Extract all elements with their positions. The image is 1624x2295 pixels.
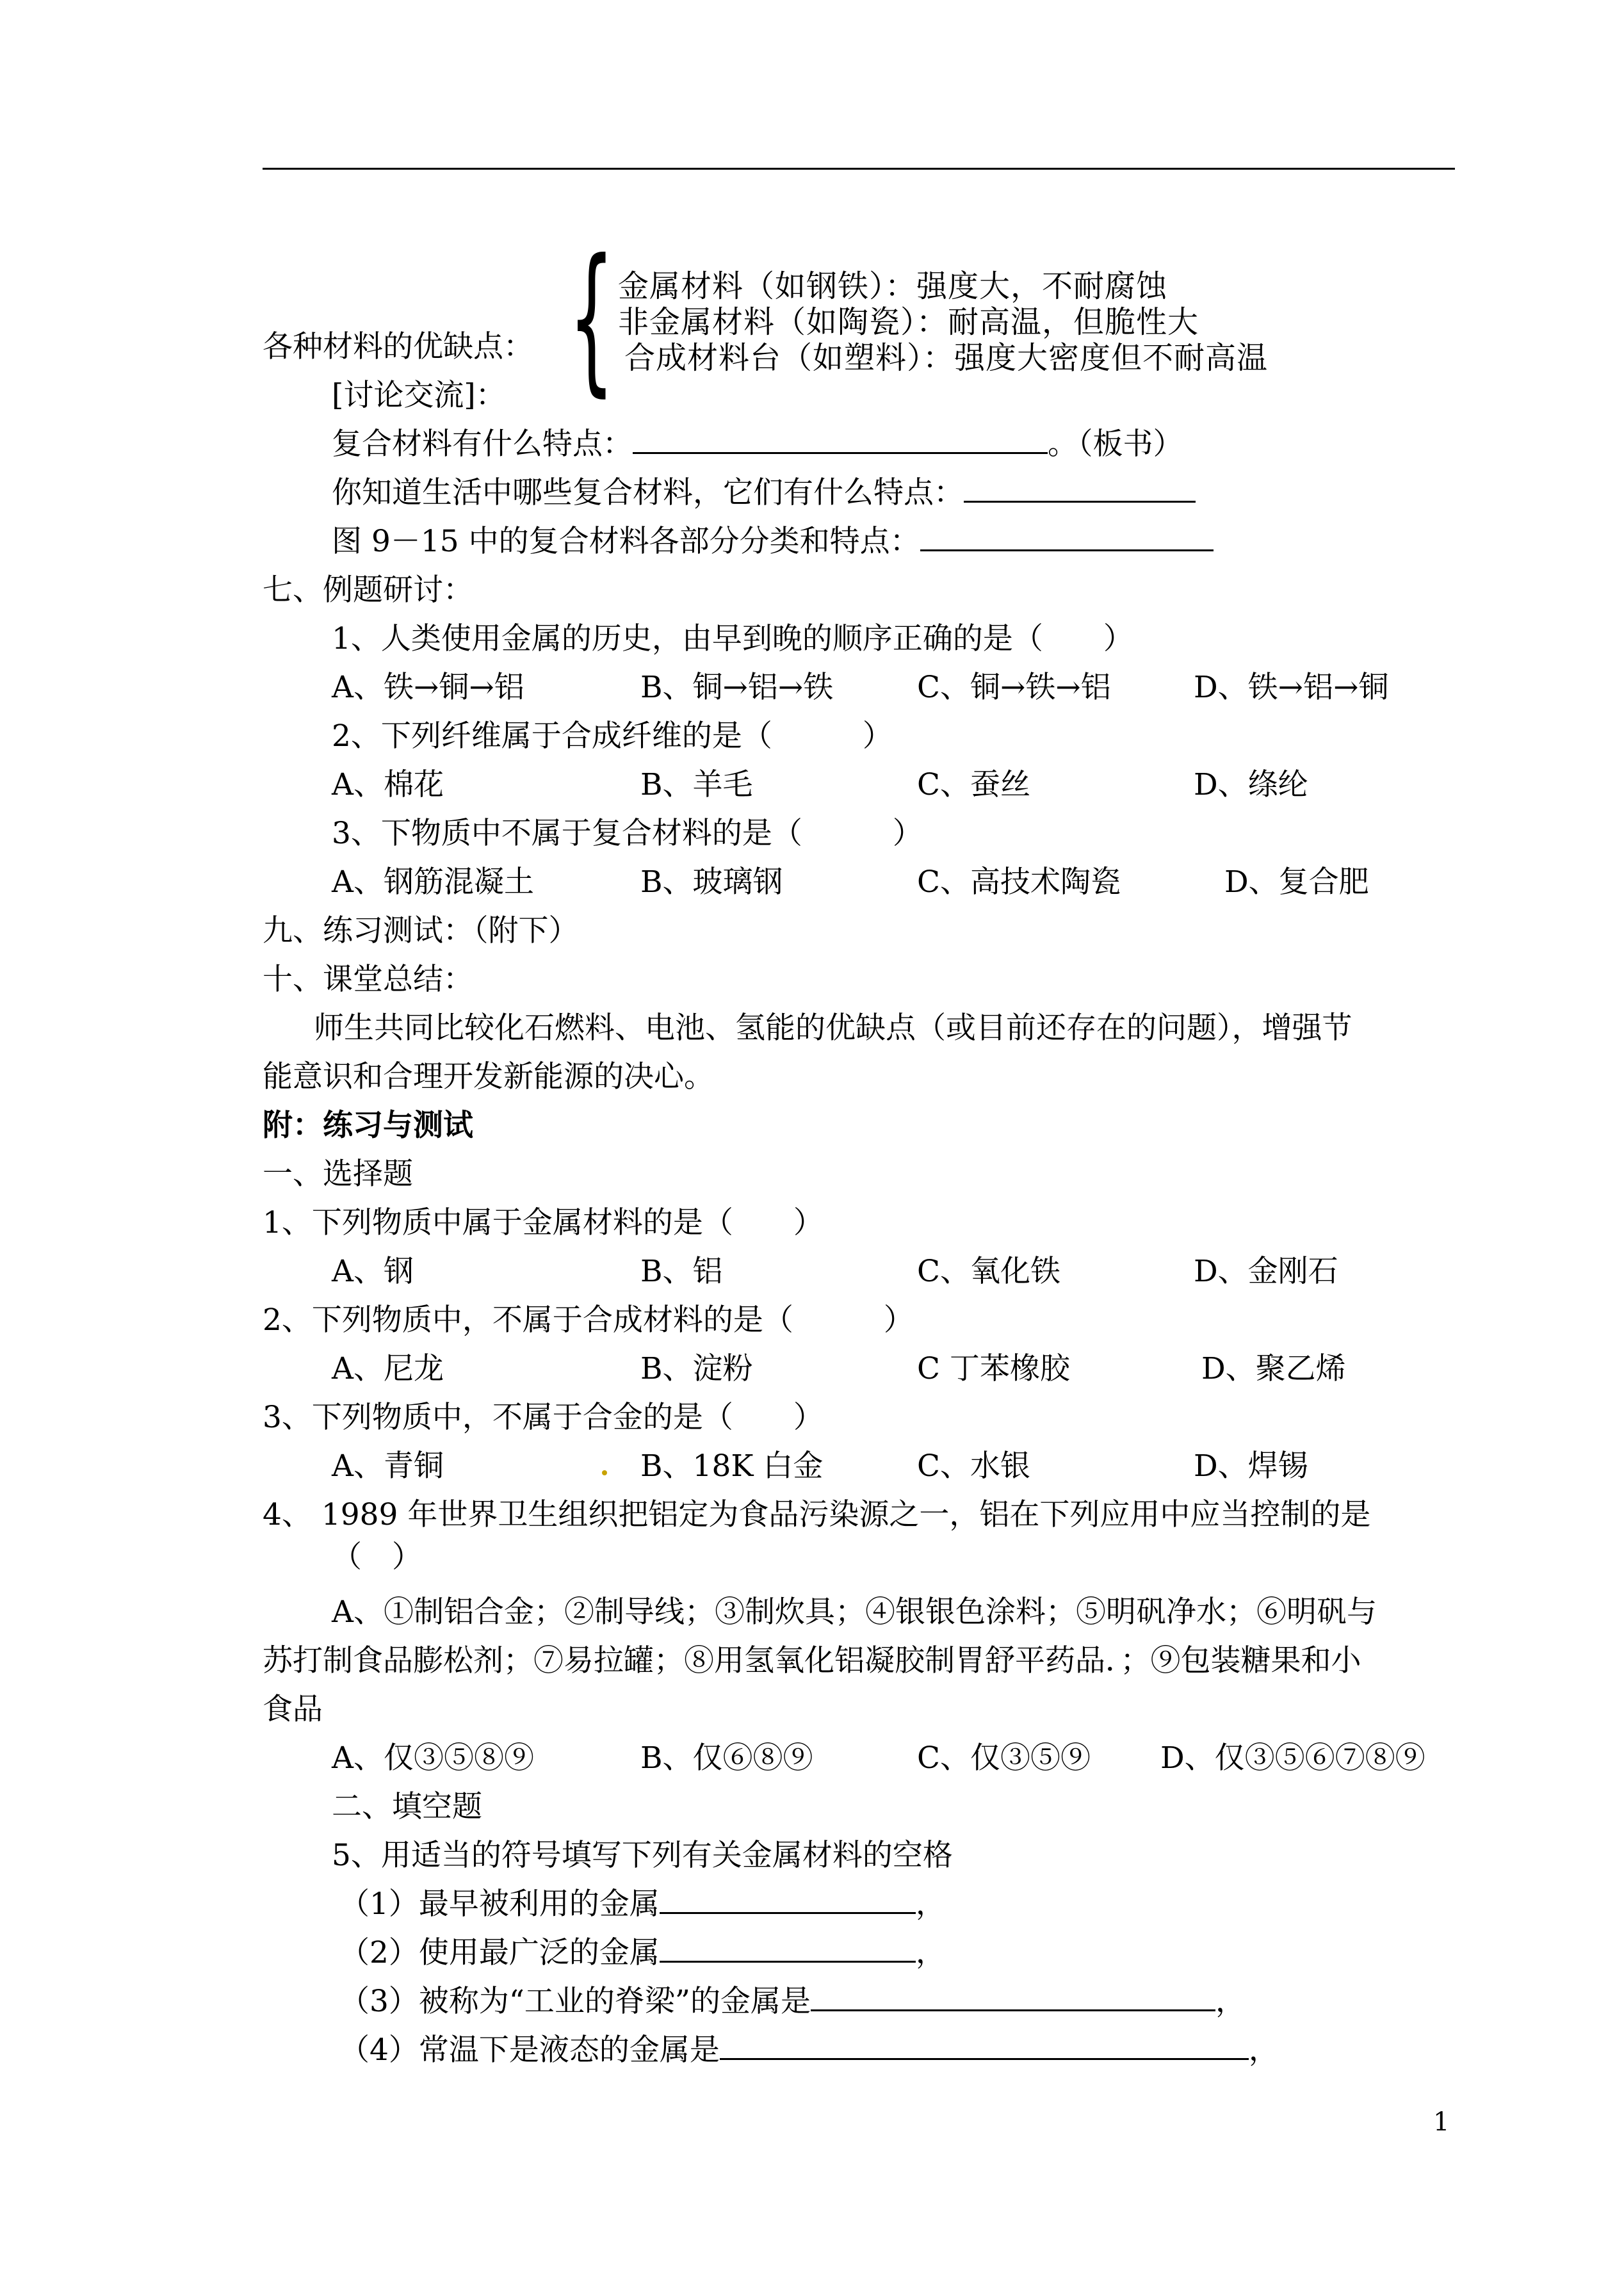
section-heading: 二、填空题: [332, 1789, 482, 1824]
handwritten-line: 金属材料（如钢铁）：强度大，不耐腐蚀: [618, 268, 1168, 304]
option: B、18K 白金: [640, 1448, 824, 1484]
answer-blank[interactable]: [660, 1886, 916, 1914]
option: A、尼龙: [332, 1351, 444, 1386]
fill-item: （2）使用最广泛的金属 ，: [339, 1935, 946, 1970]
question-stem: 1、下列物质中属于金属材料的是（ ）: [263, 1205, 824, 1240]
question-stem: 4、 1989 年世界卫生组织把铝定为食品污染源之一，铝在下列应用中应当控制的是: [263, 1497, 1371, 1532]
option: C、氧化铁: [917, 1254, 1060, 1289]
option: B、淀粉: [640, 1351, 753, 1386]
question-list: 苏打制食品膨松剂；⑦易拉罐；⑧用氢氧化铝凝胶制胃舒平药品．；⑨包装糖果和小: [263, 1643, 1361, 1678]
answer-blank[interactable]: [633, 426, 1048, 454]
handwritten-line: 非金属材料（如陶瓷）：耐高温，但脆性大: [618, 304, 1199, 340]
question-list: 食品: [263, 1692, 323, 1727]
discussion-heading: [讨论交流]：: [332, 378, 506, 413]
handwritten-line: 合成材料台（如塑料）：强度大密度但不耐高温: [624, 340, 1269, 376]
question-stem: 2、下列物质中，不属于合成材料的是（ ）: [263, 1302, 914, 1338]
discussion-q2: 你知道生活中哪些复合材料，它们有什么特点：: [332, 475, 1196, 511]
question-stem: 1、人类使用金属的历史，由早到晚的顺序正确的是（ ）: [332, 621, 1133, 656]
summary-text: 能意识和合理开发新能源的决心。: [263, 1059, 714, 1094]
option: D、金刚石: [1194, 1254, 1338, 1289]
question-stem: 3、下物质中不属于复合材料的是（ ）: [332, 816, 923, 851]
materials-label: 各种材料的优缺点：: [263, 329, 533, 364]
answer-blank[interactable]: [660, 1935, 916, 1963]
option: A、钢: [332, 1254, 414, 1289]
discussion-q3: 图 9－15 中的复合材料各部分分类和特点：: [332, 524, 1214, 560]
option: D、焊锡: [1194, 1448, 1308, 1484]
answer-blank[interactable]: [964, 475, 1196, 503]
option: D、复合肥: [1224, 864, 1369, 900]
answer-blank[interactable]: [920, 524, 1214, 551]
option: D、铁→铝→铜: [1194, 670, 1389, 705]
option: B、铜→铝→铁: [640, 670, 834, 705]
section-heading: 一、选择题: [263, 1156, 413, 1192]
fill-item: （3）被称为“工业的脊梁”的金属是 ，: [339, 1984, 1246, 2019]
option: C 丁苯橡胶: [917, 1351, 1070, 1386]
page-number: 1: [1433, 2107, 1450, 2137]
option: B、铝: [640, 1254, 723, 1289]
fill-item: （1）最早被利用的金属 ，: [339, 1886, 946, 1922]
question-stem: 3、下列物质中，不属于合金的是（ ）: [263, 1400, 824, 1435]
option: C、铜→铁→铝: [917, 670, 1111, 705]
option: B、玻璃钢: [640, 864, 783, 900]
question-stem: 5、用适当的符号填写下列有关金属材料的空格: [332, 1838, 953, 1873]
summary-text: 师生共同比较化石燃料、电池、氢能的优缺点（或目前还存在的问题），增强节: [314, 1010, 1352, 1046]
option: D、绦纶: [1194, 767, 1308, 802]
question-list: A、①制铝合金；②制导线；③制炊具；④银银色涂料；⑤明矾净水；⑥明矾与: [332, 1594, 1377, 1630]
option: C、水银: [917, 1448, 1030, 1484]
fill-item: （4）常温下是液态的金属是 ，: [339, 2032, 1279, 2068]
discussion-q1: 复合材料有什么特点： 。（板书）: [332, 426, 1183, 462]
option: A、仅③⑤⑧⑨: [332, 1740, 534, 1776]
option: C、蚕丝: [917, 767, 1030, 802]
stray-mark: [602, 1470, 607, 1475]
summary-heading: 十、课堂总结：: [263, 962, 473, 997]
option: A、棉花: [332, 767, 444, 802]
question-stem: 2、下列纤维属于合成纤维的是（ ）: [332, 718, 893, 754]
question-stem: （ ）: [332, 1539, 422, 1575]
appendix-title: 附：练习与测试: [263, 1108, 473, 1143]
left-brace-icon: {: [569, 225, 615, 411]
answer-blank[interactable]: [720, 2032, 1249, 2060]
option: D、聚乙烯: [1201, 1351, 1346, 1386]
practice-heading: 九、练习测试：（附下）: [263, 913, 579, 948]
examples-heading: 七、例题研讨：: [263, 572, 473, 608]
option: C、高技术陶瓷: [917, 864, 1121, 900]
option: D、仅③⑤⑥⑦⑧⑨: [1160, 1740, 1425, 1776]
option: A、青铜: [332, 1448, 444, 1484]
option: B、羊毛: [640, 767, 753, 802]
answer-blank[interactable]: [811, 1984, 1215, 2011]
option: A、铁→铜→铝: [332, 670, 524, 705]
option: A、钢筋混凝土: [332, 864, 534, 900]
header-rule: [263, 168, 1455, 170]
option: B、仅⑥⑧⑨: [640, 1740, 813, 1776]
option: C、仅③⑤⑨: [917, 1740, 1091, 1776]
